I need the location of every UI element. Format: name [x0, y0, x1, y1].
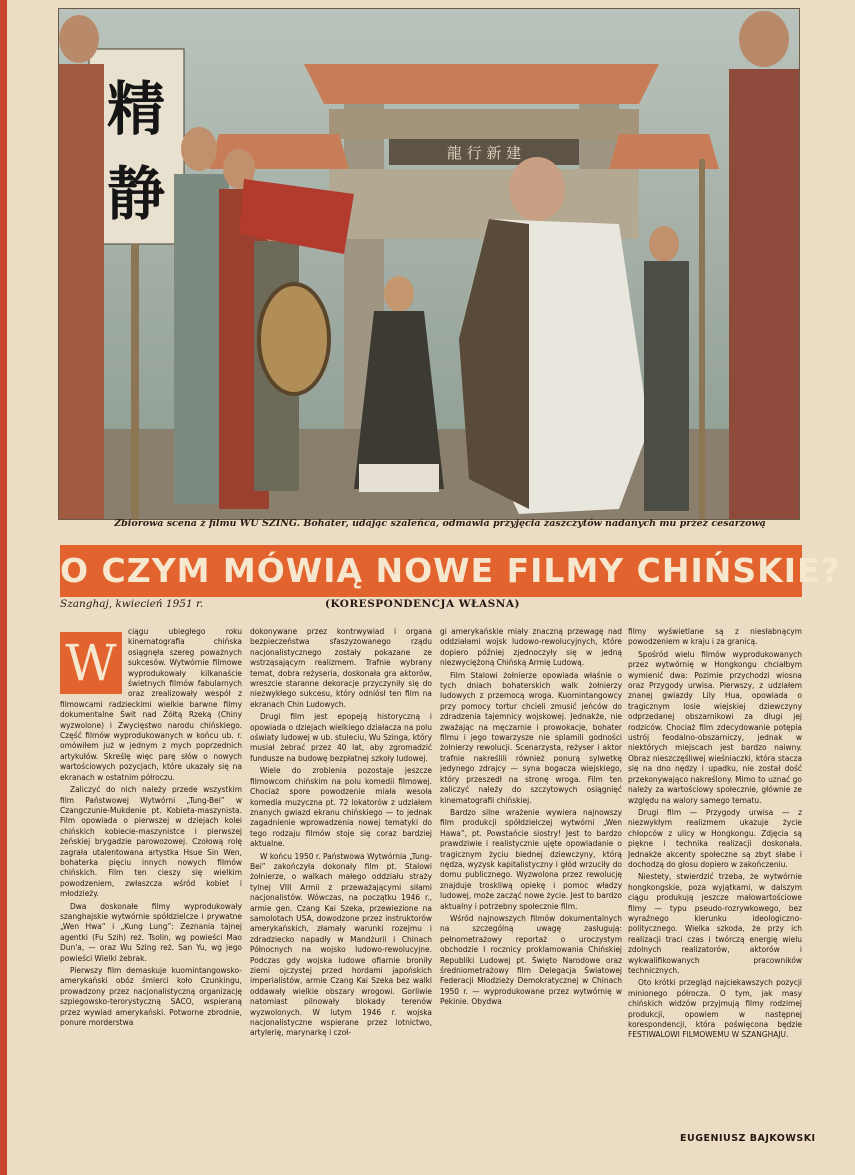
paragraph: Drugi film jest epopeją historyczną i opowiada o dziejach wielkiego działacza na polu oświaty ludowej w ub. stuleciu, Wu Szinga, który musiał żebrać przez 40 lat, aby zgromadzić fundusze na budowę bezpłatnej szkoły ludowej. — [250, 711, 432, 763]
paragraph: Niestety, stwierdzić trzeba, że wytwórnie hongkongskie, poza wyjątkami, w dalszym ciągu produkują jeszcze małowartościowe filmy — typu pseudo-rozrywkowego, bez wyraźnego kierunku ideologiczno-politycznego. Wielka szkoda, że przy ich realizacji traci czas i twórczą energię wielu zdolnych realizatorów, aktorów i wykwalifikowanych pracowników technicznych. — [628, 871, 802, 975]
paragraph: Dwa doskonałe filmy wyprodukowały szanghajskie wytwórnie spółdzielcze i prywatne „Wen Hwa” i „Kung Lung”: Zeznania tajnej agentki (Fu Szih) reż. Tsolin, wg powieści Mao Dun'a, — oraz Wu Szing reż. San Yu, wg jego powieści Wielki żebrak. — [60, 900, 242, 963]
article-headline: O CZYM MÓWIĄ NOWE FILMY CHIŃSKIE? — [60, 551, 841, 590]
page-edge-strip — [0, 0, 7, 1175]
sign-char-1: 精 — [106, 75, 166, 143]
article-column-3 — [440, 626, 622, 1166]
paragraph: W końcu 1950 r. Państwowa Wytwórnia „Tung-Bei” zakończyła dokonały film pt. Stalowi żołnierze, o walkach małego oddziału straży tylnej VIII Armii z przeważającymi siłami nacjonalistów. Wówczas, na początku 1946 r., armie gen. Czang Kai Szeka, przewiezione na samolotach USA, dowodzone przez instruktorów amerykańskich, złamały warunki rozejmu i zdradziecko napadły w Mandżurii i Chinach Północnych na wojsko ludowo-rewolucyjne. Podczas gdy wojska ludowe ofiarnie broniły ziemi ojczystej przed hordami japońskich imperialistów, armie Czang Kai Szeka bez walki oddawały wielkie obszary wrogowi. Gorliwie natomiast pilnowały blokady terenów wyzwolonych. W lutym 1946 r. wojska nacjonalistyczne wspierane przez lotnictwo, artylerię, marynarkę i czoł- — [250, 850, 432, 1038]
paragraph: dokonywane przez kontrwywiad i organa bezpieczeństwa sfaszyzowanego rządu nacjonalistycznego zostały pokazane ze wstrząsającym realizmem. Trafnie wybrany temat, dobra reżyseria, doskonała gra aktorów, wreszcie staranne dekoracje przyczyniły się do niezwykłego sukcesu, który odniósł ten film na ekranach Chin Ludowych. — [250, 626, 432, 709]
film-still-photo — [58, 8, 800, 520]
paragraph: Drugi film — Przygody urwisa — z niezwykłym realizmem ukazuje życie chłopców z ulicy w Hongkongu. Zdjęcia są piękne i technika realizacji doskonała. Jednakże akcenty społeczne są zbyt słabe i dochodzą do głosu dopiero w zakończeniu. — [628, 806, 802, 869]
paragraph: Wśród najnowszych filmów dokumentalnych na szczególną uwagę zasługują: pełnometrażowy reportaż o uroczystym obchodzie I rocznicy proklamowania Chińskiej Republiki Ludowej pt. Święto Narodowe oraz średniometrażowy film Delegacja Światowej Federacji Młodzieży Demokratycznej w Chinach 1950 r. — wyprodukowane przez wytwórnię w Pekinie. Obydwa — [440, 912, 622, 1007]
sign-char-2: 静 — [106, 160, 166, 228]
paragraph: filmy wyświetlane są z niesłabnącym powodzeniem w kraju i za granicą. — [628, 626, 802, 647]
correspondence-subhead: (KORESPONDENCJA WŁASNA) — [325, 598, 520, 610]
article-column-4 — [628, 626, 802, 1131]
dateline: Szanghaj, kwiecień 1951 r. — [60, 598, 204, 610]
article-column-2 — [250, 626, 432, 1166]
paragraph: Bardzo silne wrażenie wywiera najnowszy film produkcji spółdzielczej wytwórni „Wen Hawa”, pt. Powstańcie siostry! Jest to bardzo prawdziwie i realistycznie ujęte opowiadanie o tragicznym życiu biednej dziewczyny, którą nędza, wyzysk kapitalistyczny i głód wrzuciły do domu publicznego. Wyzwolona przez rewolucję znajduje troskliwą opiekę i pomoc władzy ludowej, może zacząć nowe życie. Jest to bardzo aktualny i potrzebny społecznie film. — [440, 806, 622, 911]
paragraph: ciągu ubiegłego roku kinematografia chińska osiągnęła szereg poważnych sukcesów. Wytwórnie filmowe wyprodukowały kilkanaście świetnych filmów fabularnych oraz zrealizowały wespół z filmowcami radzieckimi wielkie barwne filmy dokumentalne Świt nad Żółtą Rzeką (Chiny wyzwolone) i Zwycięstwo narodu chińskiego. Część filmów wyprodukowanych w końcu ub. r. omówiłem już w jednym z mych poprzednich artykułów. Skreślę więc parę słów o nowych wartościowych pozycjach, które ukazały się na ekranach w ostatnim półroczu. — [60, 626, 242, 782]
author-signature: EUGENIUSZ BAJKOWSKI — [680, 1133, 816, 1144]
article-column-1 — [60, 626, 242, 1166]
drop-cap: W — [60, 632, 122, 694]
paragraph: Pierwszy film demaskuje kuomintangowsko-amerykański obóz śmierci koło Czunkingu, prowadzony przez nacjonalistyczną organizację szpiegowsko-terorystyczną SACO, wspieraną przez wywiad amerykański. Potworne zbrodnie, ponure morderstwa — [60, 965, 242, 1028]
photo-caption: Zbiorowa scena z filmu WU SZING. Bohater, udając szaleńca, odmawia przyjęcia zaszczytów nadanych mu przez cesarzową — [114, 518, 766, 529]
paragraph: Oto krótki przegląd najciekawszych pozycji minionego półrocza. O tym, jak masy chińskich widzów przyjmują filmy rodzimej produkcji, opowiem w następnej korespondencji, która poświęcona będzie FESTIWALOWI FILMOWEMU W SZANGHAJU. — [628, 977, 802, 1040]
paragraph: Spośród wielu filmów wyprodukowanych przez wytwórnię w Hongkongu chciałbym wymienić dwa: Pozimie przychodzi wiosna oraz Przygody urwisa. Pierwszy, z udziałem znanej gwiazdy Lily Hua, opowiada o tragicznym losie wiejskiej dziewczyny odprzedanej obszarnikowi za długi jej rodziców. Chociaż film zdecydowanie potępia ustrój feodalno-obszarniczy, jednak w niektórych miejscach jest bardzo naiwny. Obraz nieszczęśliwej wieśniaczki, która stacza się na dno nędzy i upadku, nie został dość przekonywająco nakreślony. Mimo to uznać go należy za wartościowy społecznie, głównie ze względu na walory samego tematu. — [628, 648, 802, 805]
film-still-illustration — [59, 9, 799, 519]
gate-plaque-text: 龍 行 新 建 — [446, 144, 522, 162]
gate-roof — [304, 64, 659, 104]
paragraph: Zaliczyć do nich należy przede wszystkim film Państwowej Wytwórni „Tung-Bei” w Czangczunie-Mukdenie pt. Kobieta-maszynista. Film opowiada o pierwszej w dziejach kolei chińskich kobiecie-maszynistce i pierwszej żeńskiej brygadzie parowozowej. Czołową rolę zagrała utalentowana artystka Hsue Sin Wen, bohaterka pięciu innych nowych filmów chińskich. Film ten cieszy się wielkim powodzeniem, zwłaszcza wśród kobiet i młodzieży. — [60, 784, 242, 899]
paragraph: gi amerykańskie miały znaczną przewagę nad oddziałami wojsk ludowo-rewolucyjnych, które dopiero później zjednoczyły się w jedną niezwyciężoną Chińską Armię Ludową. — [440, 626, 622, 668]
gong — [259, 284, 329, 394]
paragraph: Wiele do zrobienia pozostaje jeszcze filmowcom chińskim na polu komedii filmowej. Chociaż spore powodzenie miała wesoła komedia muzyczna pt. 72 lokatorów z udziałem znanych gwiazd ekranu chińskiego — to jednak zagadnienie wprowadzenia nowej tematyki do tego rodzaju filmów stoje się coraz bardziej aktualne. — [250, 765, 432, 849]
paragraph: Film Stalowi żołnierze opowiada właśnie o tych dniach bohaterskich walk żołnierzy ludowych z przemocą wroga. Kuomintangowcy przy pomocy tortur chcieli zmusić jeńców do zdradzenia tajemnicy wojskowej. Jednakże, nie zważając na męczarnie i prowokacje, bohater filmu i jego towarzysze nie splamili godności żołnierzy rewolucji. Scenarzysta, reżyser i aktor trafnie nakreślili również ponurą sylwetkę jedynego zdrajcy — syna bogacza wiejskiego, który przeszedł na stronę wroga. Film ten zaliczyć należy do szczytowych osiągnięć kinematografii chińskiej. — [440, 669, 622, 805]
